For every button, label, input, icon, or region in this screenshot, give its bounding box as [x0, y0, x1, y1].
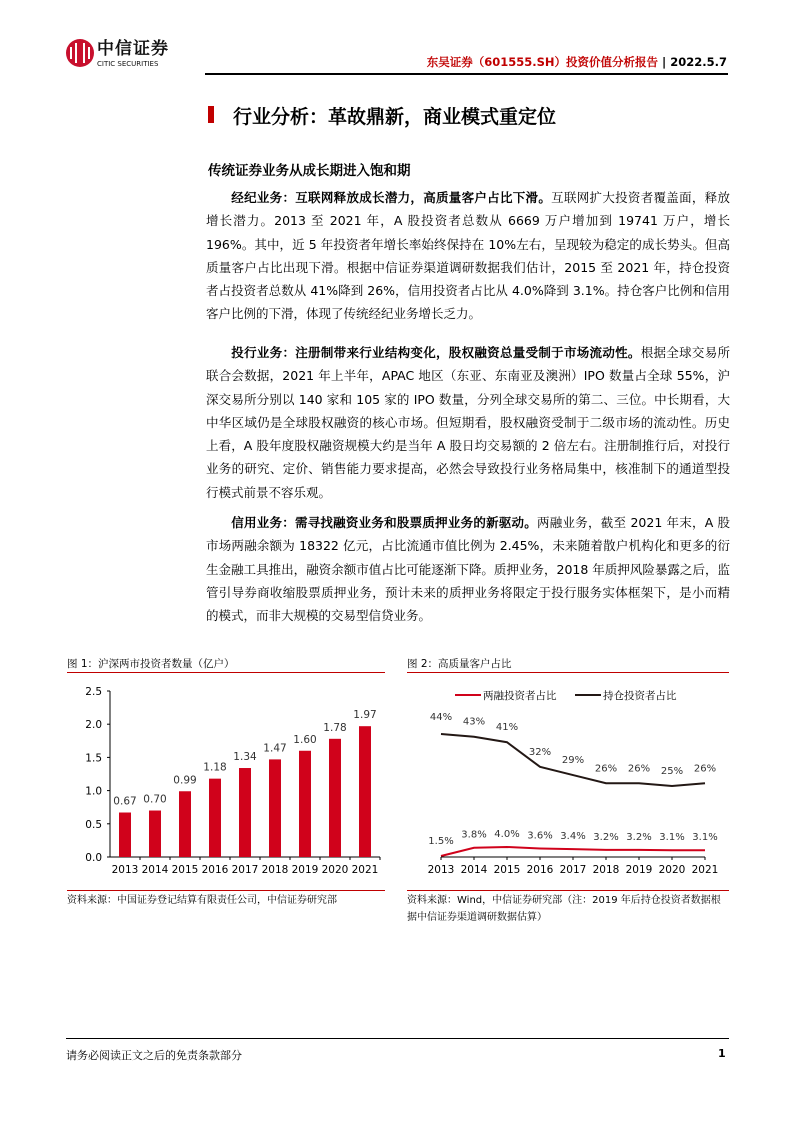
svg-text:3.2%: 3.2%: [593, 831, 619, 843]
svg-text:2020: 2020: [658, 864, 686, 876]
series-margin-ratio: [428, 829, 717, 856]
fig1-title: 图 1：沪深两市投资者数量（亿户）: [67, 658, 235, 670]
header-divider: [205, 73, 728, 75]
svg-text:2.0: 2.0: [85, 719, 102, 732]
fig1-bar-chart: [67, 676, 387, 886]
svg-text:2018: 2018: [261, 864, 289, 876]
svg-text:1.18: 1.18: [203, 761, 227, 774]
svg-text:2017: 2017: [559, 864, 587, 876]
report-title: 东吴证券（601555.SH）投资价值分析报告: [426, 55, 659, 69]
svg-text:26%: 26%: [594, 763, 618, 775]
svg-text:2021: 2021: [351, 864, 379, 876]
paragraph-lead: 信用业务：需寻找融资业务和股票质押业务的新驱动。: [231, 515, 538, 530]
svg-text:2015: 2015: [493, 864, 521, 876]
paragraph-brokerage: [206, 186, 730, 326]
bar-2014: [143, 794, 166, 857]
logo-cn: 中信证券: [97, 39, 169, 59]
bar-2020: [323, 722, 346, 857]
svg-text:2016: 2016: [201, 864, 229, 876]
paragraph-credit: [206, 511, 730, 627]
bar-2015: [173, 774, 196, 857]
svg-text:0.70: 0.70: [143, 793, 167, 806]
svg-text:44%: 44%: [429, 712, 453, 723]
bar-2018: [263, 742, 286, 857]
bar-2016: [203, 762, 226, 857]
svg-text:43%: 43%: [462, 716, 486, 728]
series-holding-ratio: [430, 712, 716, 786]
section-marker: [208, 106, 214, 123]
svg-text:2013: 2013: [427, 864, 455, 876]
svg-text:1.0: 1.0: [85, 785, 102, 798]
svg-text:0.99: 0.99: [173, 774, 197, 787]
svg-text:1.5: 1.5: [85, 752, 102, 765]
svg-text:1.5%: 1.5%: [428, 836, 454, 847]
citic-logo: [66, 39, 176, 73]
report-date: 2022.5.7: [670, 55, 727, 69]
bar-2017: [233, 751, 257, 857]
svg-text:0.67: 0.67: [113, 795, 137, 808]
citic-logo-icon: [66, 39, 94, 67]
footer-divider: [66, 1038, 729, 1039]
paragraph-ib: [206, 341, 730, 504]
svg-text:3.2%: 3.2%: [626, 831, 652, 843]
fig2-line-chart: [407, 676, 729, 886]
svg-text:2016: 2016: [526, 864, 554, 876]
svg-text:3.8%: 3.8%: [461, 829, 487, 841]
svg-text:2015: 2015: [171, 864, 199, 876]
svg-text:两融投资者占比: 两融投资者占比: [483, 690, 557, 702]
svg-text:4.0%: 4.0%: [494, 829, 520, 840]
svg-text:29%: 29%: [561, 755, 585, 767]
svg-text:2021: 2021: [691, 864, 719, 876]
footer-disclaimer: 请务必阅读正文之后的免责条款部分: [66, 1049, 242, 1062]
paragraph-body: 互联网扩大投资者覆盖面，释放增长潜力。2013 至 2021 年，A 股投资者总数从 6669 万户增加到 19741 万户，增长 196%。其中，近 5 年投资者年增长率始终保持在 10%左右，呈现较为稳定的成长势头。但高质量客户占比出现下滑。根据中信证券渠道调研数据我们估计，2015 至 2021 年，持仓投资者占投资者总数从 41%降到 26%，信用投资者占比从 4.0%降到 3.1%。持仓客户比例和信用客户比例的下滑，体现了传统经纪业务增长乏力。: [206, 190, 730, 322]
paragraph-lead: 经纪业务：互联网释放成长潜力，高质量客户占比下滑。: [231, 190, 552, 205]
svg-text:1.34: 1.34: [233, 751, 257, 764]
svg-text:2.5: 2.5: [85, 686, 102, 698]
fig1-title-rule: [67, 672, 385, 673]
header-separator: |: [658, 55, 671, 69]
svg-text:3.4%: 3.4%: [560, 831, 586, 843]
bar-2013: [113, 796, 136, 857]
fig1-source: 资料来源：中国证券登记结算有限责任公司，中信证券研究部: [67, 895, 337, 906]
svg-text:1.60: 1.60: [293, 733, 317, 746]
svg-text:41%: 41%: [495, 722, 519, 734]
svg-text:2017: 2017: [231, 864, 259, 876]
svg-text:2020: 2020: [321, 864, 349, 876]
bar-2019: [293, 734, 316, 857]
svg-text:1.97: 1.97: [353, 709, 377, 722]
svg-text:2019: 2019: [625, 864, 653, 876]
paragraph-body: 根据全球交易所联合会数据，2021 年上半年，APAC 地区（东亚、东南亚及澳洲）IPO 数量占全球 55%，沪深交易所分别以 140 家和 105 家的 IPO 数量，分列全球交易所的第二、三位。中长期看，大中华区域仍是全球股权融资的核心市场。但短期看，股权融资受制于二级市场的流动性。历史上看，A 股年度股权融资规模大约是当年 A 股日均交易额的 2 倍左右。注册制推行后，对投行业务的研究、定价、销售能力要求提高，必然会导致投行业务格局集中，核准制下的通道型投行模式前景不容乐观。: [206, 345, 730, 500]
bar-2021: [353, 709, 376, 857]
paragraph-body: 两融业务，截至 2021 年末，A 股市场两融余额为 18322 亿元，占比流通市值比例为 2.45%，未来随着散户机构化和更多的衍生金融工具推出，融资余额市值占比可能逐渐下降。质押业务，2018 年质押风险暴露之后，监管引导券商收缩股票质押业务，预计未来的质押业务将限定于投行服务实体框架下，是小而精的模式，而非大规模的交易型信贷业务。: [206, 515, 730, 624]
svg-text:持仓投资者占比: 持仓投资者占比: [603, 690, 677, 702]
svg-text:2014: 2014: [141, 864, 169, 876]
svg-text:1.47: 1.47: [263, 742, 287, 755]
logo-en: CITIC SECURITIES: [97, 60, 159, 68]
subsection-title: 传统证券业务从成长期进入饱和期: [208, 163, 411, 179]
svg-text:2018: 2018: [592, 864, 620, 876]
fig2-source-rule: [407, 890, 729, 891]
svg-text:0.5: 0.5: [85, 818, 102, 831]
chart-legend: [455, 689, 677, 702]
svg-text:2014: 2014: [460, 864, 488, 876]
report-header: [427, 54, 727, 70]
svg-text:2013: 2013: [111, 864, 139, 876]
paragraph-lead: 投行业务：注册制带来行业结构变化，股权融资总量受制于市场流动性。: [231, 345, 641, 360]
svg-text:1.78: 1.78: [323, 721, 347, 734]
svg-text:3.1%: 3.1%: [692, 832, 718, 844]
fig1-source-rule: [67, 890, 385, 891]
fig2-source: 资料来源：Wind，中信证券研究部（注：2019 年后持仓投资者数据根据中信证券渠道调研数据估算）: [407, 895, 721, 923]
svg-text:25%: 25%: [660, 766, 684, 777]
section-title: 行业分析：革故鼎新，商业模式重定位: [233, 106, 557, 128]
fig2-title: 图 2：高质量客户占比: [407, 658, 512, 670]
svg-text:26%: 26%: [627, 763, 651, 775]
svg-text:3.1%: 3.1%: [659, 832, 685, 844]
svg-text:26%: 26%: [693, 763, 717, 775]
fig2-title-rule: [407, 672, 729, 673]
svg-text:3.6%: 3.6%: [527, 830, 553, 842]
svg-text:32%: 32%: [528, 746, 552, 758]
page-number: 1: [718, 1047, 726, 1060]
svg-text:2019: 2019: [291, 864, 319, 876]
svg-text:0.0: 0.0: [85, 852, 102, 864]
